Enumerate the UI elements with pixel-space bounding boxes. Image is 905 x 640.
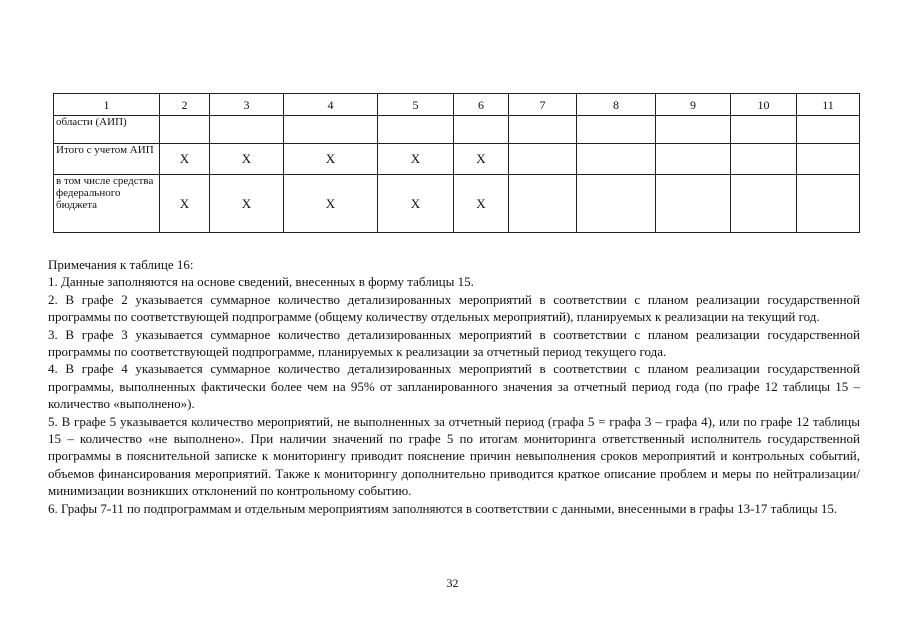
table-cell — [656, 116, 731, 144]
table-cell: Х — [454, 144, 509, 175]
table-cell — [577, 144, 656, 175]
column-number: 11 — [797, 94, 860, 116]
column-number: 4 — [284, 94, 378, 116]
table-cell — [731, 175, 797, 233]
table-cell — [210, 116, 284, 144]
note-item: 5. В графе 5 указывается количество мероприятий, не выполненных за отчетный период (графа 5 = графа 3 – графа 4), или по графе 12 таблицы 15 – количество «не выполнено». При наличии значений по графе 5 по итогам мониторинга ответственный исполнитель государственной программы в пояснительной записке к мониторингу приводит пояснение причин невыполнения сроков мероприятий и контрольных событий, объемов финансирования мероприятий. Также к мониторингу дополнительно приводится краткое описание проблем и меры по нейтрализации/минимизации возникших отклонений по контрольному событию. — [48, 413, 860, 499]
table-cell — [577, 175, 656, 233]
table-cell — [797, 175, 860, 233]
table-cell — [284, 116, 378, 144]
notes-title: Примечания к таблице 16: — [48, 257, 194, 272]
table-cell — [160, 116, 210, 144]
table-cell — [509, 116, 577, 144]
note-item: 3. В графе 3 указывается суммарное количество детализированных мероприятий в соответствии с планом реализации государственной программы по соответствующей подпрограмме, планируемых к реализации за отчетный период текущего года. — [48, 326, 860, 360]
table-notes — [48, 256, 860, 517]
column-number: 6 — [454, 94, 509, 116]
table-cell — [577, 116, 656, 144]
table-cell — [731, 116, 797, 144]
column-number: 2 — [160, 94, 210, 116]
table-cell: Х — [378, 175, 454, 233]
column-number: 7 — [509, 94, 577, 116]
table-cell — [378, 116, 454, 144]
table-cell — [656, 144, 731, 175]
report-table — [53, 93, 860, 233]
column-number: 9 — [656, 94, 731, 116]
table-cell — [509, 144, 577, 175]
table-row — [54, 116, 860, 144]
table-row — [54, 175, 860, 233]
row-label: Итого с учетом АИП — [54, 144, 160, 175]
column-number: 10 — [731, 94, 797, 116]
note-item: 6. Графы 7-11 по подпрограммам и отдельным мероприятиям заполняются в соответствии с данными, внесенными в графы 13-17 таблицы 15. — [48, 500, 838, 516]
table-cell: Х — [160, 175, 210, 233]
table-cell: Х — [160, 144, 210, 175]
table-cell — [797, 144, 860, 175]
note-item: 1. Данные заполняются на основе сведений, внесенных в форму таблицы 15. — [48, 274, 474, 290]
table-cell: Х — [378, 144, 454, 175]
table-cell: Х — [210, 144, 284, 175]
column-number: 1 — [54, 94, 160, 116]
table-header-row — [54, 94, 860, 116]
table-cell: Х — [454, 175, 509, 233]
table-cell — [656, 175, 731, 233]
table-cell — [454, 116, 509, 144]
column-number: 8 — [577, 94, 656, 116]
table-cell — [509, 175, 577, 233]
page-number: 32 — [446, 576, 459, 590]
row-label: области (АИП) — [54, 116, 160, 144]
table-cell — [797, 116, 860, 144]
table-row — [54, 144, 860, 175]
table-cell — [731, 144, 797, 175]
note-item: 4. В графе 4 указывается суммарное количество детализированных мероприятий в соответствии с планом реализации государственной программы, выполненных фактически более чем на 95% от запланированного значения за отчетный период года (по графе 12 таблицы 15 – количество «выполнено»). — [48, 361, 860, 412]
column-number: 3 — [210, 94, 284, 116]
column-number: 5 — [378, 94, 454, 116]
row-label: в том числе средства федерального бюджета — [54, 175, 160, 233]
table-cell: Х — [210, 175, 284, 233]
report-table-container — [53, 93, 859, 233]
table-cell: Х — [284, 144, 378, 175]
note-item: 2. В графе 2 указывается суммарное количество детализированных мероприятий в соответствии с планом реализации государственной программы по соответствующей подпрограмме (общему количеству отдельных мероприятий), планируемых к реализации на текущий год. — [48, 291, 860, 325]
table-cell: Х — [284, 175, 378, 233]
